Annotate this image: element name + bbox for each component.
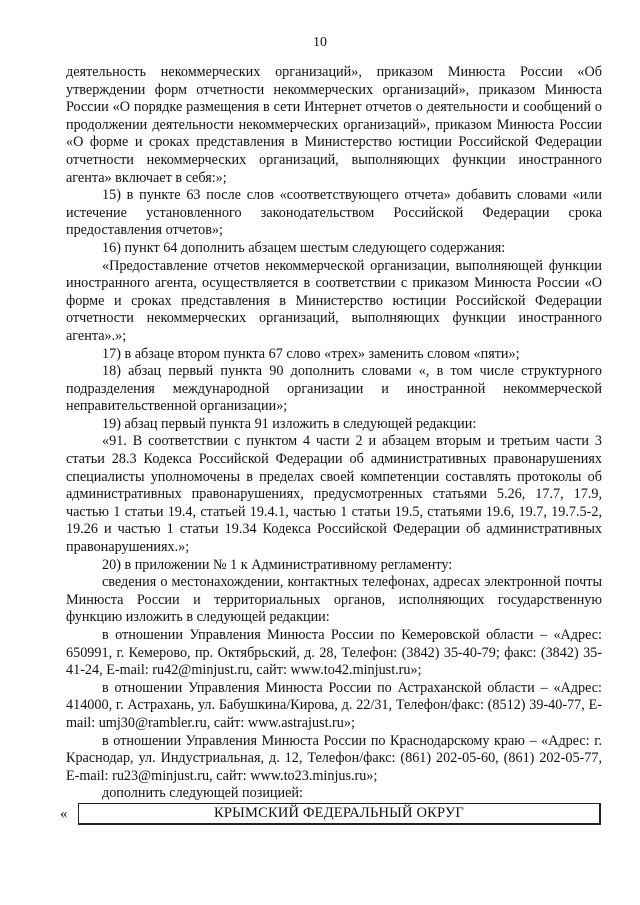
region-table-row	[60, 803, 600, 825]
paragraph: деятельность некоммерческих организаций», приказом Минюста России «Об утверждении форм отчетности некоммерческих организаций», приказом Минюста России «О порядке размещения в сети Интернет отчетов о деятельности и сообщений о продолжении деятельности некоммерческих организаций», приказом Минюста России «О форме и сроках представления в Министерство юстиции Российской Федерации отчетности некоммерческих организаций, выполняющих функции иностранного агента» включает в себя:»;	[66, 64, 602, 186]
paragraph: 16) пункт 64 дополнить абзацем шестым следующего содержания:	[102, 239, 506, 256]
paragraph: «91. В соответствии с пунктом 4 части 2 и абзацем вторым и третьим части 3 статьи 28.3 Кодекса Российской Федерации об административных правонарушениях специалисты уполномочены в пределах своей компетенции составлять протоколы об административных правонарушениях, предусмотренных статьями 5.26, 17.7, 17.9, частью 1 статьи 19.4, статьей 19.4.1, частью 1 статьи 19.5, статьями 19.6, 19.7, 19.7.5-2, 19.26 и частью 1 статьи 19.34 Кодекса Российской Федерации об административных правонарушениях.»;	[66, 433, 602, 556]
paragraph: 19) абзац первый пункта 91 изложить в следующей редакции:	[102, 415, 477, 432]
page-number: 10	[313, 35, 327, 50]
paragraph: «Предоставление отчетов некоммерческой организации, выполняющей функции иностранного агента, осуществляется в соответствии с приказом Минюста России «О форме и сроках представления в Министерство юстиции Российской Федерации отчетности некоммерческих организаций, выполняющих функции иностранного агента».»;	[66, 257, 602, 344]
paragraph: в отношении Управления Минюста России по Краснодарскому краю – «Адрес: г. Краснодар, ул. Индустриальная, д. 12, Телефон/факс: (861) 202-05-60, (861) 202-05-77, E-mail: ru23@minjust.ru, сайт: www.to23.minjus.ru»;	[66, 732, 602, 784]
open-quote-mark: «	[60, 806, 68, 822]
paragraph: сведения о местонахождении, контактных телефонах, адресах электронной почты Минюста России и территориальных органов, исполняющих государственную функцию изложить в следующей редакции:	[66, 574, 602, 626]
region-title-cell: КРЫМСКИЙ ФЕДЕРАЛЬНЫЙ ОКРУГ	[78, 803, 601, 825]
paragraph: в отношении Управления Минюста России по Кемеровской области – «Адрес: 650991, г. Кемерово, пр. Октябрьский, д. 28, Телефон: (3842) 35-40-79; факс: (3842) 35-41-24, E-mail: ru42@minjust.ru, сайт: www.to42.minjust.ru»;	[66, 627, 602, 679]
paragraph: 18) абзац первый пункта 90 дополнить словами «, в том числе структурного подразделения международной организации и иностранной некоммерческой неправительственной организации»;	[66, 363, 602, 415]
paragraph: в отношении Управления Минюста России по Астраханской области – «Адрес: 414000, г. Астрахань, ул. Бабушкина/Кирова, д. 22/31, Телефон/факс: (8512) 39-40-77, E-mail: umj30@rambler.ru, сайт: www.astrajust.ru»;	[66, 679, 602, 731]
paragraph: 17) в абзаце втором пункта 67 слово «трех» заменить словом «пяти»;	[102, 345, 520, 362]
paragraph: 20) в приложении № 1 к Административному регламенту:	[102, 556, 453, 573]
paragraph: 15) в пункте 63 после слов «соответствующего отчета» добавить словами «или истечение установленного законодательством Российской Федерации срока предоставления отчетов»;	[66, 187, 602, 239]
paragraph: дополнить следующей позицией:	[102, 785, 303, 802]
document-body	[66, 64, 602, 803]
